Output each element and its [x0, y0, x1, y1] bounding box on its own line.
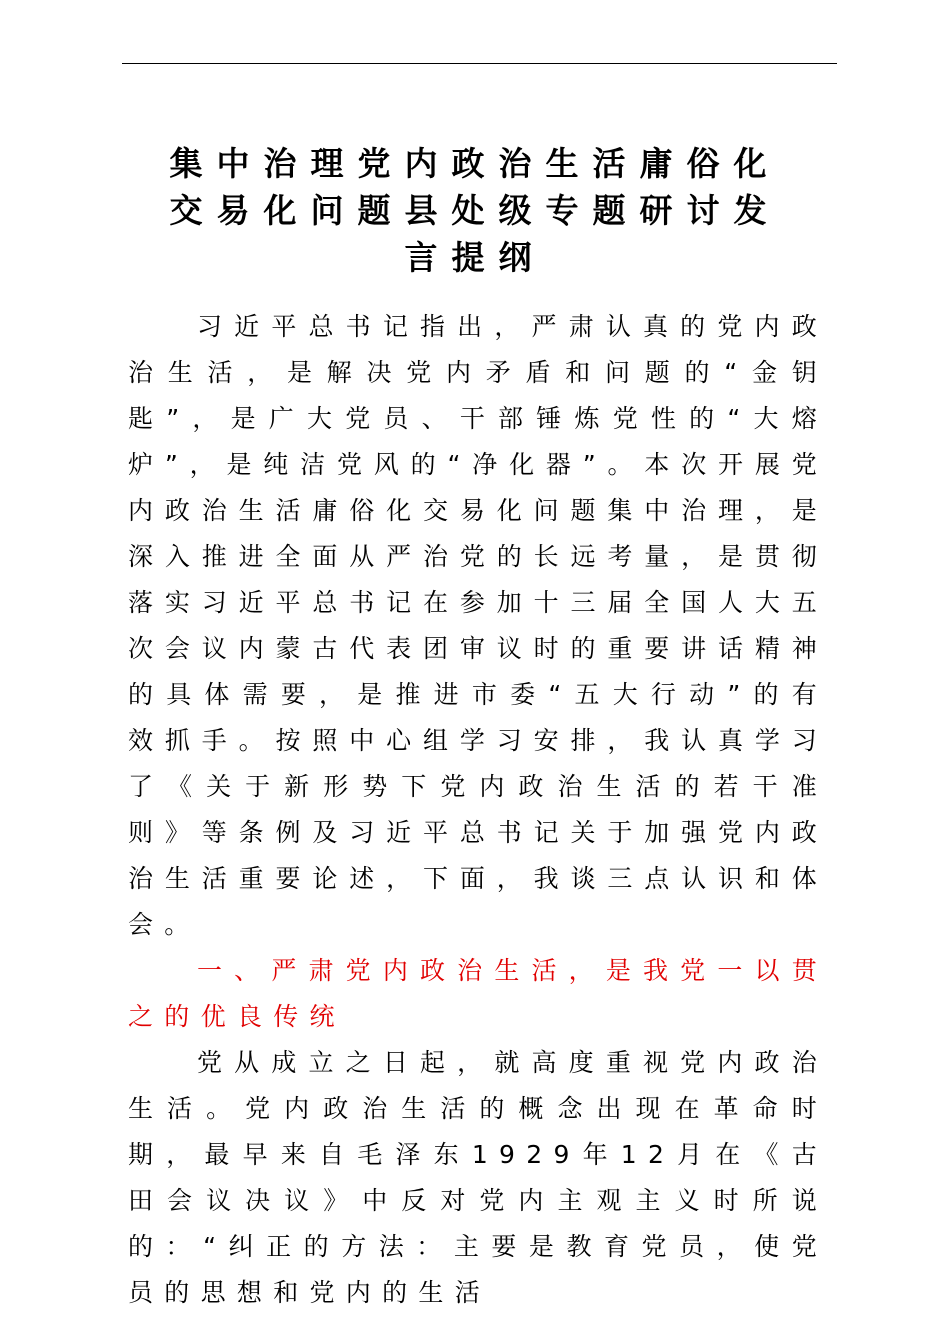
header-rule [122, 63, 837, 64]
document-body [128, 304, 828, 1316]
intro-paragraph: 习近平总书记指出，严肃认真的党内政治生活，是解决党内矛盾和问题的“金钥匙”，是广大党员、干部锤炼党性的“大熔炉”，是纯洁党风的“净化器”。本次开展党内政治生活庸俗化交易化问题集中治理，是深入推进全面从严治党的长远考量，是贯彻落实习近平总书记在参加十三届全国人大五次会议内蒙古代表团审议时的重要讲话精神的具体需要，是推进市委“五大行动”的有效抓手。按照中心组学习安排，我认真学习了《关于新形势下党内政治生活的若干准则》等条例及习近平总书记关于加强党内政治生活重要论述，下面，我谈三点认识和体会。 [128, 312, 828, 939]
title-line: 言提纲 [404, 238, 546, 277]
section-heading-1: 一、严肃党内政治生活，是我党一以贯之的优良传统 [128, 956, 828, 1031]
document-title [120, 140, 830, 281]
section-1-paragraph: 党从成立之日起，就高度重视党内政治生活。党内政治生活的概念出现在革命时期，最早来自毛泽东1929年12月在《古田会议决议》中反对党内主观主义时所说的：“纠正的方法：主要是教育党员，使党员的思想和党内的生活 [128, 1048, 828, 1307]
title-line: 交易化问题县处级专题研讨发 [169, 191, 781, 230]
title-line: 集中治理党内政治生活庸俗化 [169, 144, 781, 183]
